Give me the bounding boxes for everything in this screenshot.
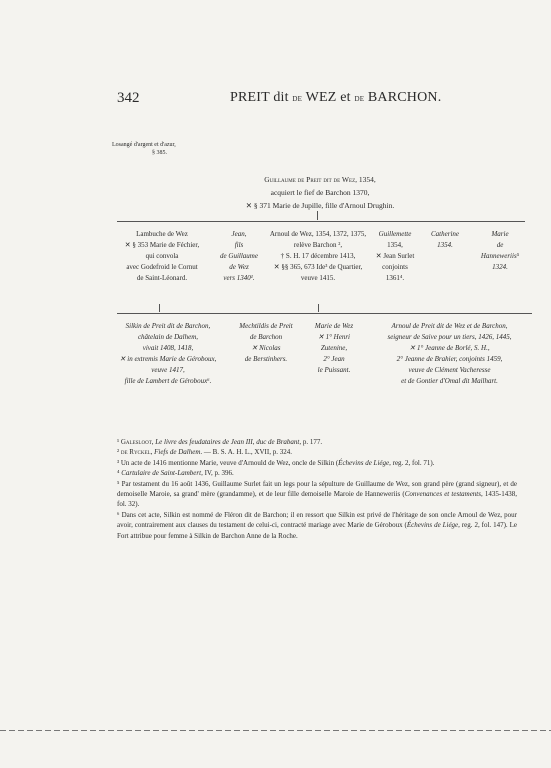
tree-rule-generation-1 [117, 221, 525, 222]
gen1-marie: Marie de Hanneweriis⁵ 1324. [480, 230, 520, 271]
gen2-silkin-de-preit: Silkin de Preit dit de Barchon, châtelain de Dalhem, vivait 1408, 1418, ✕ in extremis Marie de Géroboux, veuve 1417, fille de Lambert de Géroboux⁶. [119, 322, 217, 385]
footnote-6: ⁶ Dans cet acte, Silkin est nommé de Fléron dit de Barchon; il en ressort que Silkin est privé de l'héritage de son oncle Arnoul de Wez, pour avoir, contrairement aux clauses du testament de celui-ci, contracté mariage avec Marie de Géroboux (Échevins de Liége, reg. 2, fol. 147). Le Fort attribue pour femme à Silkin de Barchon Anne de la Roche. [117, 510, 517, 540]
coat-of-arms-blazon [112, 141, 252, 157]
gen2-mechtildis-de-preit: Mechtildis de Preit de Barchon ✕ Nicolas de Berstinhers. [239, 322, 293, 363]
tree-rule-generation-2 [117, 313, 532, 314]
footnotes [117, 437, 517, 541]
root-person: Guillaume de Preit dit de Wez, 1354, acquiert le fief de Barchon 1370, ✕ § 371 Marie de Jupille, fille d'Arnoul Drughin. [245, 175, 395, 210]
gen2-marie-de-wez: Marie de Wez ✕ 1° Henri Zutenine, 2° Jean le Puissant. [314, 322, 354, 374]
gen2-arnoul-de-preit: Arnoul de Preit dit de Wez et de Barchon, seigneur de Saive pour un tiers, 1426, 1445, ✕ 1° Jeanne de Borlé, S. H., 2° Jeanne de Brahier, conjoints 1459, veuve de Clément Vacheresse et de Gontier d'Omal dit Mailhart. [387, 322, 512, 385]
tree-connector-lambuche [159, 304, 160, 312]
page-number: 342 [117, 90, 140, 106]
root-person-name: Guillaume de Preit dit de Wez [264, 175, 356, 184]
gen1-catherine: Catherine 1354. [431, 230, 459, 249]
gen1-lambuche-de-wez: Lambuche de Wez ✕ § 353 Marie de Féchier, qui convola avec Godefroid le Cornut de Saint-Léonard. [124, 230, 200, 282]
gen1-arnoul-de-wez: Arnoul de Wez, 1354, 1372, 1375, relève Barchon ², † S. H. 17 décembre 1413, ✕ §§ 365, 673 Ide³ de Quartier, veuve 1415. [269, 230, 367, 282]
page-bottom-rule [0, 730, 551, 731]
footnote-2: ² de Ryckel, Fiefs de Dalhem. — B. S. A. H. L., XVII, p. 324. [117, 448, 292, 457]
blazon-reference: § 385. [152, 150, 167, 156]
blazon-text: Losangé d'argent et d'azur, [112, 142, 176, 148]
tree-connector-arnoul [318, 304, 319, 312]
footnote-1: ¹ Galesloot, Le livre des feudataires de Jean III, duc de Brabant, p. 177. [117, 438, 323, 446]
footnote-5: ⁵ Par testament du 16 août 1436, Guillaume Surlet fait un legs pour la sépulture de Guillaume de Wez, son grand père (grand signeur), et de demoiselle Maroie, sa grand' mère (grandamme), et de leur fille demoiselle Maroie de Hanneweriis (Convenances et testaments, 1435-1438, fol. 32). [117, 479, 518, 509]
gen1-jean: Jean, fils de Guillaume de Wez vers 1340¹. [220, 230, 258, 282]
footnote-4: ⁴ Cartulaire de Saint-Lambert, IV, p. 396. [117, 469, 234, 478]
tree-connector-root [317, 211, 318, 220]
footnote-3: ³ Un acte de 1416 mentionne Marie, veuve d'Arnould de Wez, oncle de Silkin (Échevins de Liége, reg. 2, fol. 71). [117, 458, 435, 467]
gen1-guillemette: Guillemette 1354, ✕ Jean Surlet conjoints 1361⁴. [375, 230, 415, 282]
running-title: PREIT dit de WEZ et de BARCHON. [230, 90, 442, 105]
